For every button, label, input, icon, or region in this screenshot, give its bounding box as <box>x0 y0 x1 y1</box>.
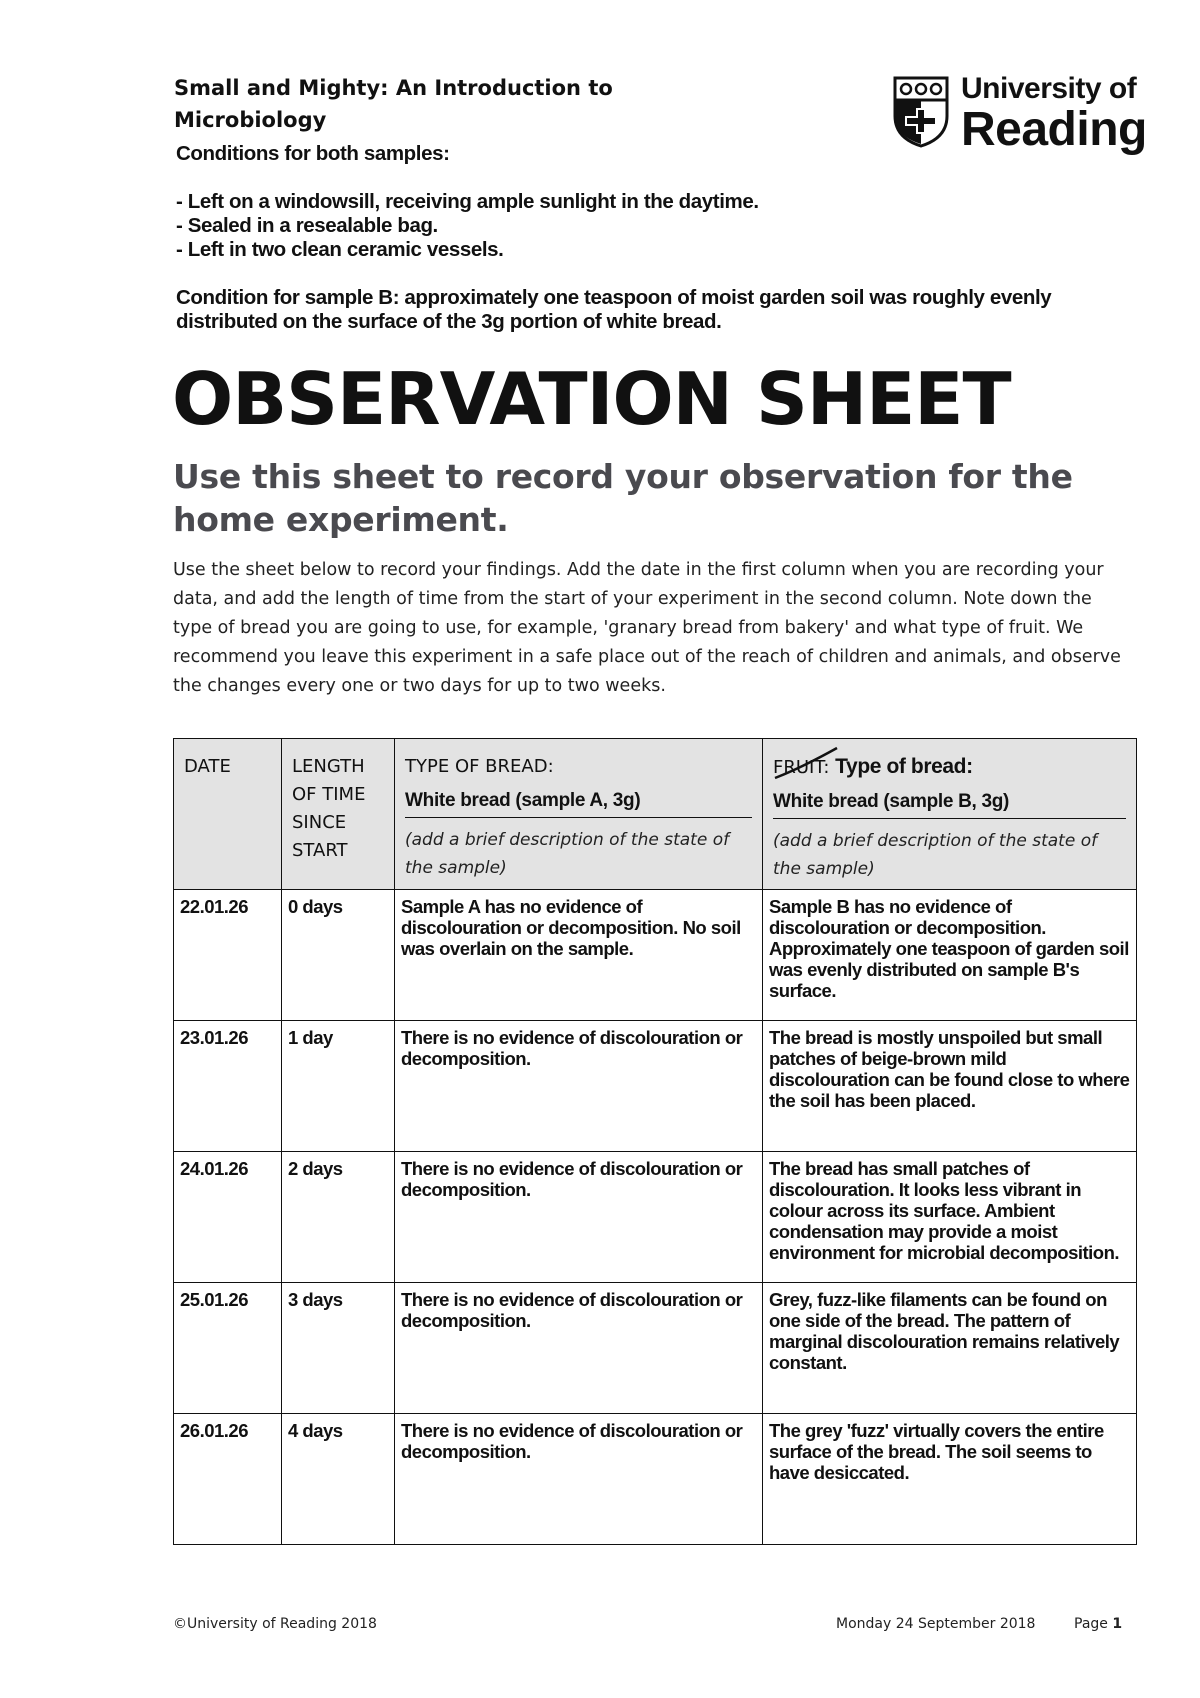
header-fruit <box>763 739 1137 890</box>
footer-page <box>1074 1616 1122 1632</box>
condition-item: - Sealed in a resealable bag. <box>176 214 438 237</box>
cell-sample-b: Grey, fuzz-like filaments can be found on one side of the bread. The pattern of marginal discolouration remains relatively constant. <box>763 1283 1137 1414</box>
cell-sample-b: Sample B has no evidence of discolouration or decomposition. Approximately one teaspoon of garden soil was evenly distributed on sample B's surface. <box>763 890 1137 1021</box>
observation-table <box>173 738 1137 1545</box>
cell-date: 25.01.26 <box>174 1283 282 1414</box>
university-logo <box>893 72 1147 156</box>
table-row <box>174 1414 1137 1545</box>
course-title-line2: Microbiology <box>174 108 327 132</box>
header-bread-sample: White bread (sample A, 3g) <box>405 787 752 818</box>
cell-sample-a: Sample A has no evidence of discolouration or decomposition. No soil was overlain on the sample. <box>395 890 763 1021</box>
header-fruit-struck <box>773 754 829 782</box>
header-bread-hint: (add a brief description of the state of the sample) <box>405 830 730 878</box>
condition-item: - Left on a windowsill, receiving ample sunlight in the daytime. <box>176 190 759 213</box>
header-bread-type <box>395 739 763 890</box>
table-row <box>174 1283 1137 1414</box>
strikethrough-mark-icon <box>771 746 841 782</box>
header-fruit-struck-label: FRUIT: <box>773 757 830 778</box>
condition-sample-b: Condition for sample B: approximately one teaspoon of moist garden soil was roughly evenly distributed on the surface of the 3g portion of white bread. <box>176 286 1052 333</box>
intro-paragraph: Use the sheet below to record your findings. Add the date in the first column when you are recording your data, and add the length of time from the start of your experiment in the second column. Note down the type of bread you are going to use, for example, 'granary bread from bakery' and what type of fruit. We recommend you leave this experiment in a safe place out of the reach of children and animals, and observe the changes every one or two days for up to two weeks. <box>173 560 1121 696</box>
conditions-heading: Conditions for both samples: <box>176 142 450 165</box>
university-crest-icon <box>893 76 949 148</box>
cell-date: 26.01.26 <box>174 1414 282 1545</box>
main-heading: OBSERVATION SHEET <box>172 357 1011 441</box>
conditions-list <box>176 190 1136 262</box>
footer-date: Monday 24 September 2018 <box>836 1616 1036 1632</box>
header-fruit-hint: (add a brief description of the state of the sample) <box>773 831 1098 879</box>
cell-date: 23.01.26 <box>174 1021 282 1152</box>
sub-heading: Use this sheet to record your observation for the home experiment. <box>173 457 1073 539</box>
condition-item: - Left in two clean ceramic vessels. <box>176 238 504 261</box>
cell-length: 4 days <box>282 1414 395 1545</box>
footer-page-number: 1 <box>1112 1616 1123 1632</box>
logo-line1: University of <box>961 72 1137 105</box>
header-date-label: DATE <box>184 756 231 777</box>
table-header-row <box>174 739 1137 890</box>
cell-length: 3 days <box>282 1283 395 1414</box>
header-date <box>174 739 282 890</box>
header-length-line: OF TIME <box>292 784 366 805</box>
cell-length: 2 days <box>282 1152 395 1283</box>
course-title-line1: Small and Mighty: An Introduction to <box>174 76 613 100</box>
header-length-line: SINCE <box>292 812 347 833</box>
cell-length: 0 days <box>282 890 395 1021</box>
cell-length: 1 day <box>282 1021 395 1152</box>
conditions-block <box>176 142 1136 334</box>
cell-sample-a: There is no evidence of discolouration or decomposition. <box>395 1152 763 1283</box>
cell-sample-b: The bread is mostly unspoiled but small patches of beige-brown mild discolouration can be found close to where the soil has been placed. <box>763 1021 1137 1152</box>
footer-copyright: ©University of Reading 2018 <box>173 1616 377 1632</box>
table-row <box>174 1152 1137 1283</box>
cell-date: 24.01.26 <box>174 1152 282 1283</box>
cell-sample-a: There is no evidence of discolouration or decomposition. <box>395 1283 763 1414</box>
header-length-line: START <box>292 840 348 861</box>
footer-page-label: Page <box>1074 1616 1108 1632</box>
cell-sample-b: The grey 'fuzz' virtually covers the entire surface of the bread. The soil seems to have desiccated. <box>763 1414 1137 1545</box>
cell-sample-a: There is no evidence of discolouration or decomposition. <box>395 1021 763 1152</box>
cell-sample-a: There is no evidence of discolouration or decomposition. <box>395 1414 763 1545</box>
table-row <box>174 890 1137 1021</box>
cell-date: 22.01.26 <box>174 890 282 1021</box>
header-length-line: LENGTH <box>292 756 365 777</box>
cell-sample-b: The bread has small patches of discolouration. It looks less vibrant in colour across its surface. Ambient condensation may provide a moist environment for microbial decomposition. <box>763 1152 1137 1283</box>
table-row <box>174 1021 1137 1152</box>
logo-line2: Reading <box>961 103 1147 156</box>
course-title <box>174 72 694 136</box>
header-bread-type-label: TYPE OF BREAD: <box>405 756 554 777</box>
header-fruit-sample: White bread (sample B, 3g) <box>773 788 1126 819</box>
header-length <box>282 739 395 890</box>
header-fruit-replacement: Type of bread: <box>835 755 973 778</box>
